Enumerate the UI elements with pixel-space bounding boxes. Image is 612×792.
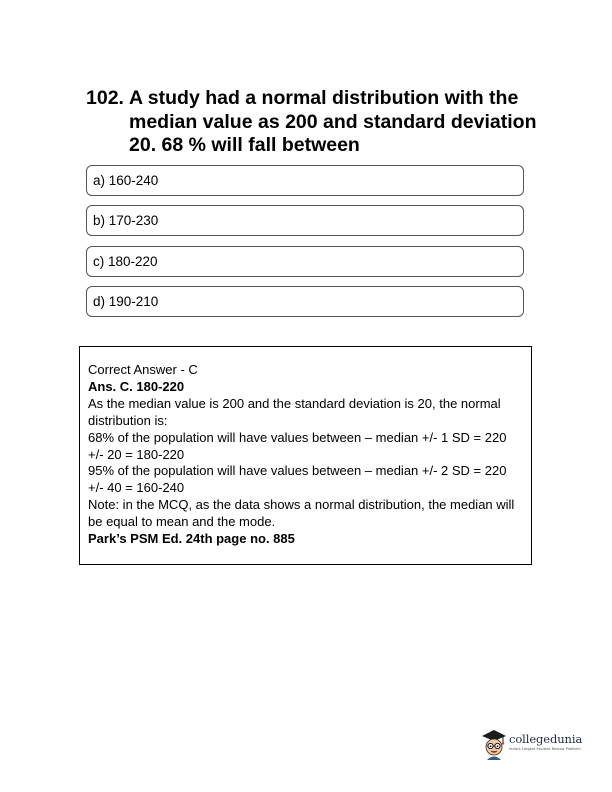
option-d[interactable]: d) 190-210 xyxy=(86,286,524,317)
explanation-68-percent: 68% of the population will have values between – median +/- 1 SD = 220 +/- 20 = 180-220 xyxy=(88,429,507,462)
correct-answer-label: Correct Answer - C xyxy=(88,362,198,377)
explanation-note: Note: in the MCQ, as the data shows a normal distribution, the median will be equal to mean and the mode. xyxy=(88,497,515,530)
question-number: 102. xyxy=(86,87,124,109)
explanation-intro: As the median value is 200 and the standard deviation is 20, the normal distribution is: xyxy=(88,395,501,428)
answer-box xyxy=(79,346,532,565)
answer-line: Ans. C. 180-220 xyxy=(88,378,185,394)
question-text: A study had a normal distribution with the median value as 200 and standard deviation 20. 68 % will fall between xyxy=(129,87,537,156)
mascot-icon xyxy=(480,727,508,761)
option-b[interactable]: b) 170-230 xyxy=(86,205,524,236)
question xyxy=(86,87,556,158)
collegedunia-logo xyxy=(480,727,590,763)
reference: Park’s PSM Ed. 24th page no. 885 xyxy=(88,531,295,547)
option-c[interactable]: c) 180-220 xyxy=(86,246,524,277)
explanation-95-percent: 95% of the population will have values between – median +/- 2 SD = 220 +/- 40 = 160-240 xyxy=(88,463,507,496)
logo-tagline: India's Largest Student Review Platform xyxy=(509,747,581,751)
logo-text: collegedunia xyxy=(509,732,583,746)
option-a[interactable]: a) 160-240 xyxy=(86,165,524,196)
